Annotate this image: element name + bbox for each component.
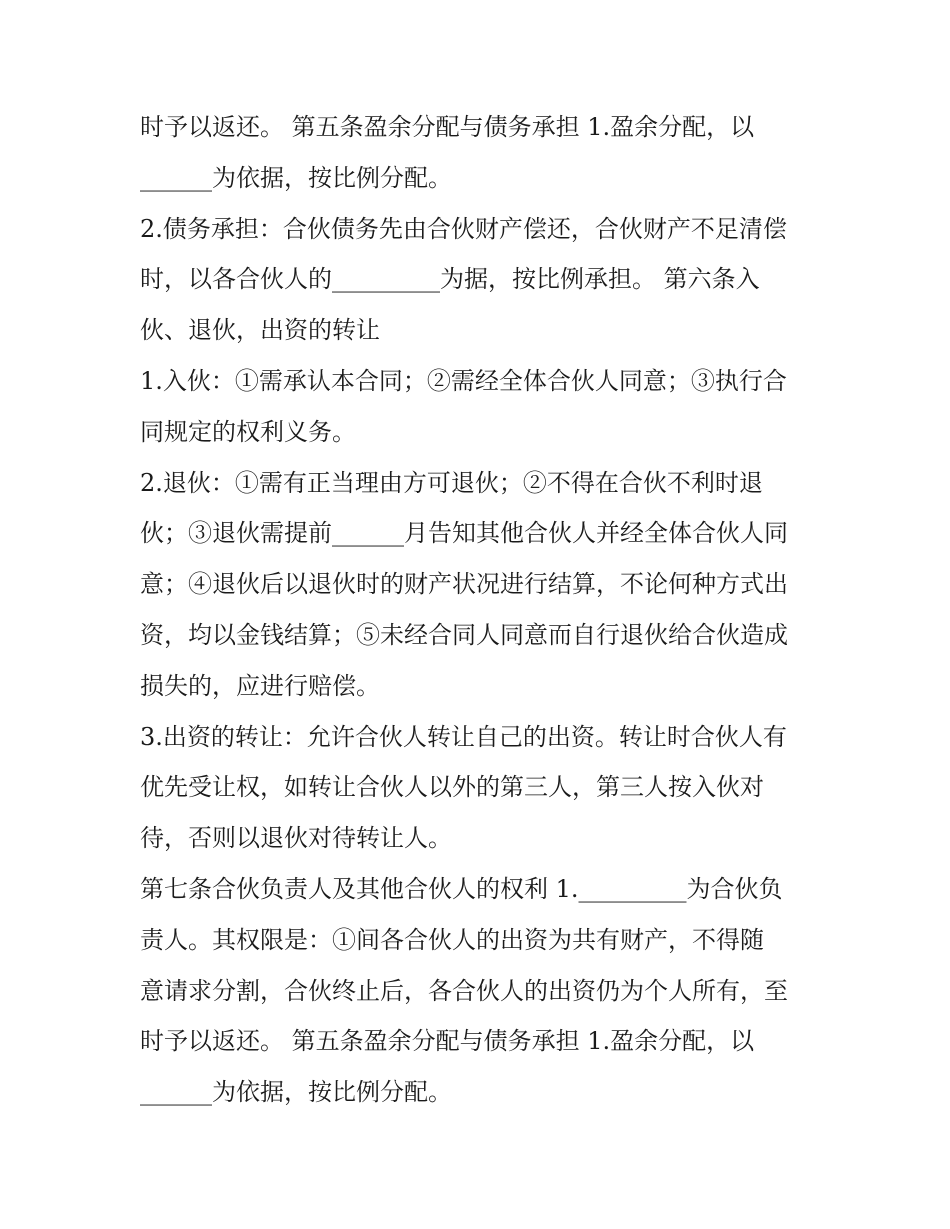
text-line: 时，以各合伙人的_________为据，按比例承担。 第六条入 xyxy=(140,265,760,294)
text-line: 意；④退伙后以退伙时的财产状况进行结算，不论何种方式出 xyxy=(140,570,788,599)
text-line: 优先受让权，如转让合伙人以外的第三人，第三人按入伙对 xyxy=(140,773,764,802)
text-line: ______为依据，按比例分配。 xyxy=(140,1078,452,1107)
document-body xyxy=(140,102,820,1118)
text-line: 时予以返还。 第五条盈余分配与债务承担 1.盈余分配，以 xyxy=(140,1027,755,1056)
text-line: 同规定的权利义务。 xyxy=(140,417,356,446)
text-line: ______为依据，按比例分配。 xyxy=(140,163,452,192)
text-line: 责人。其权限是：①间各合伙人的出资为共有财产，不得随 xyxy=(140,925,764,954)
text-line: 资，均以金钱结算；⑤未经合同人同意而自行退伙给合伙造成 xyxy=(140,620,788,649)
text-line: 3.出资的转让：允许合伙人转让自己的出资。转让时合伙人有 xyxy=(140,722,787,751)
text-line: 时予以返还。 第五条盈余分配与债务承担 1.盈余分配，以 xyxy=(140,113,755,141)
text-line: 2.退伙：①需有正当理由方可退伙；②不得在合伙不利时退 xyxy=(140,468,763,497)
text-line: 伙、退伙，出资的转让 xyxy=(140,316,380,345)
text-line: 1.入伙：①需承认本合同；②需经全体合伙人同意；③执行合 xyxy=(140,366,787,395)
text-line: 损失的，应进行赔偿。 xyxy=(140,671,380,700)
text-line: 第七条合伙负责人及其他合伙人的权利 1._________为合伙负 xyxy=(140,874,783,903)
text-line: 2.债务承担：合伙债务先由合伙财产偿还，合伙财产不足清偿 xyxy=(140,214,787,243)
text-line: 伙；③退伙需提前______月告知其他合伙人并经全体合伙人同 xyxy=(140,519,788,548)
text-line: 待，否则以退伙对待转让人。 xyxy=(140,824,452,853)
text-line: 意请求分割，合伙终止后，各合伙人的出资仍为个人所有，至 xyxy=(140,976,788,1005)
